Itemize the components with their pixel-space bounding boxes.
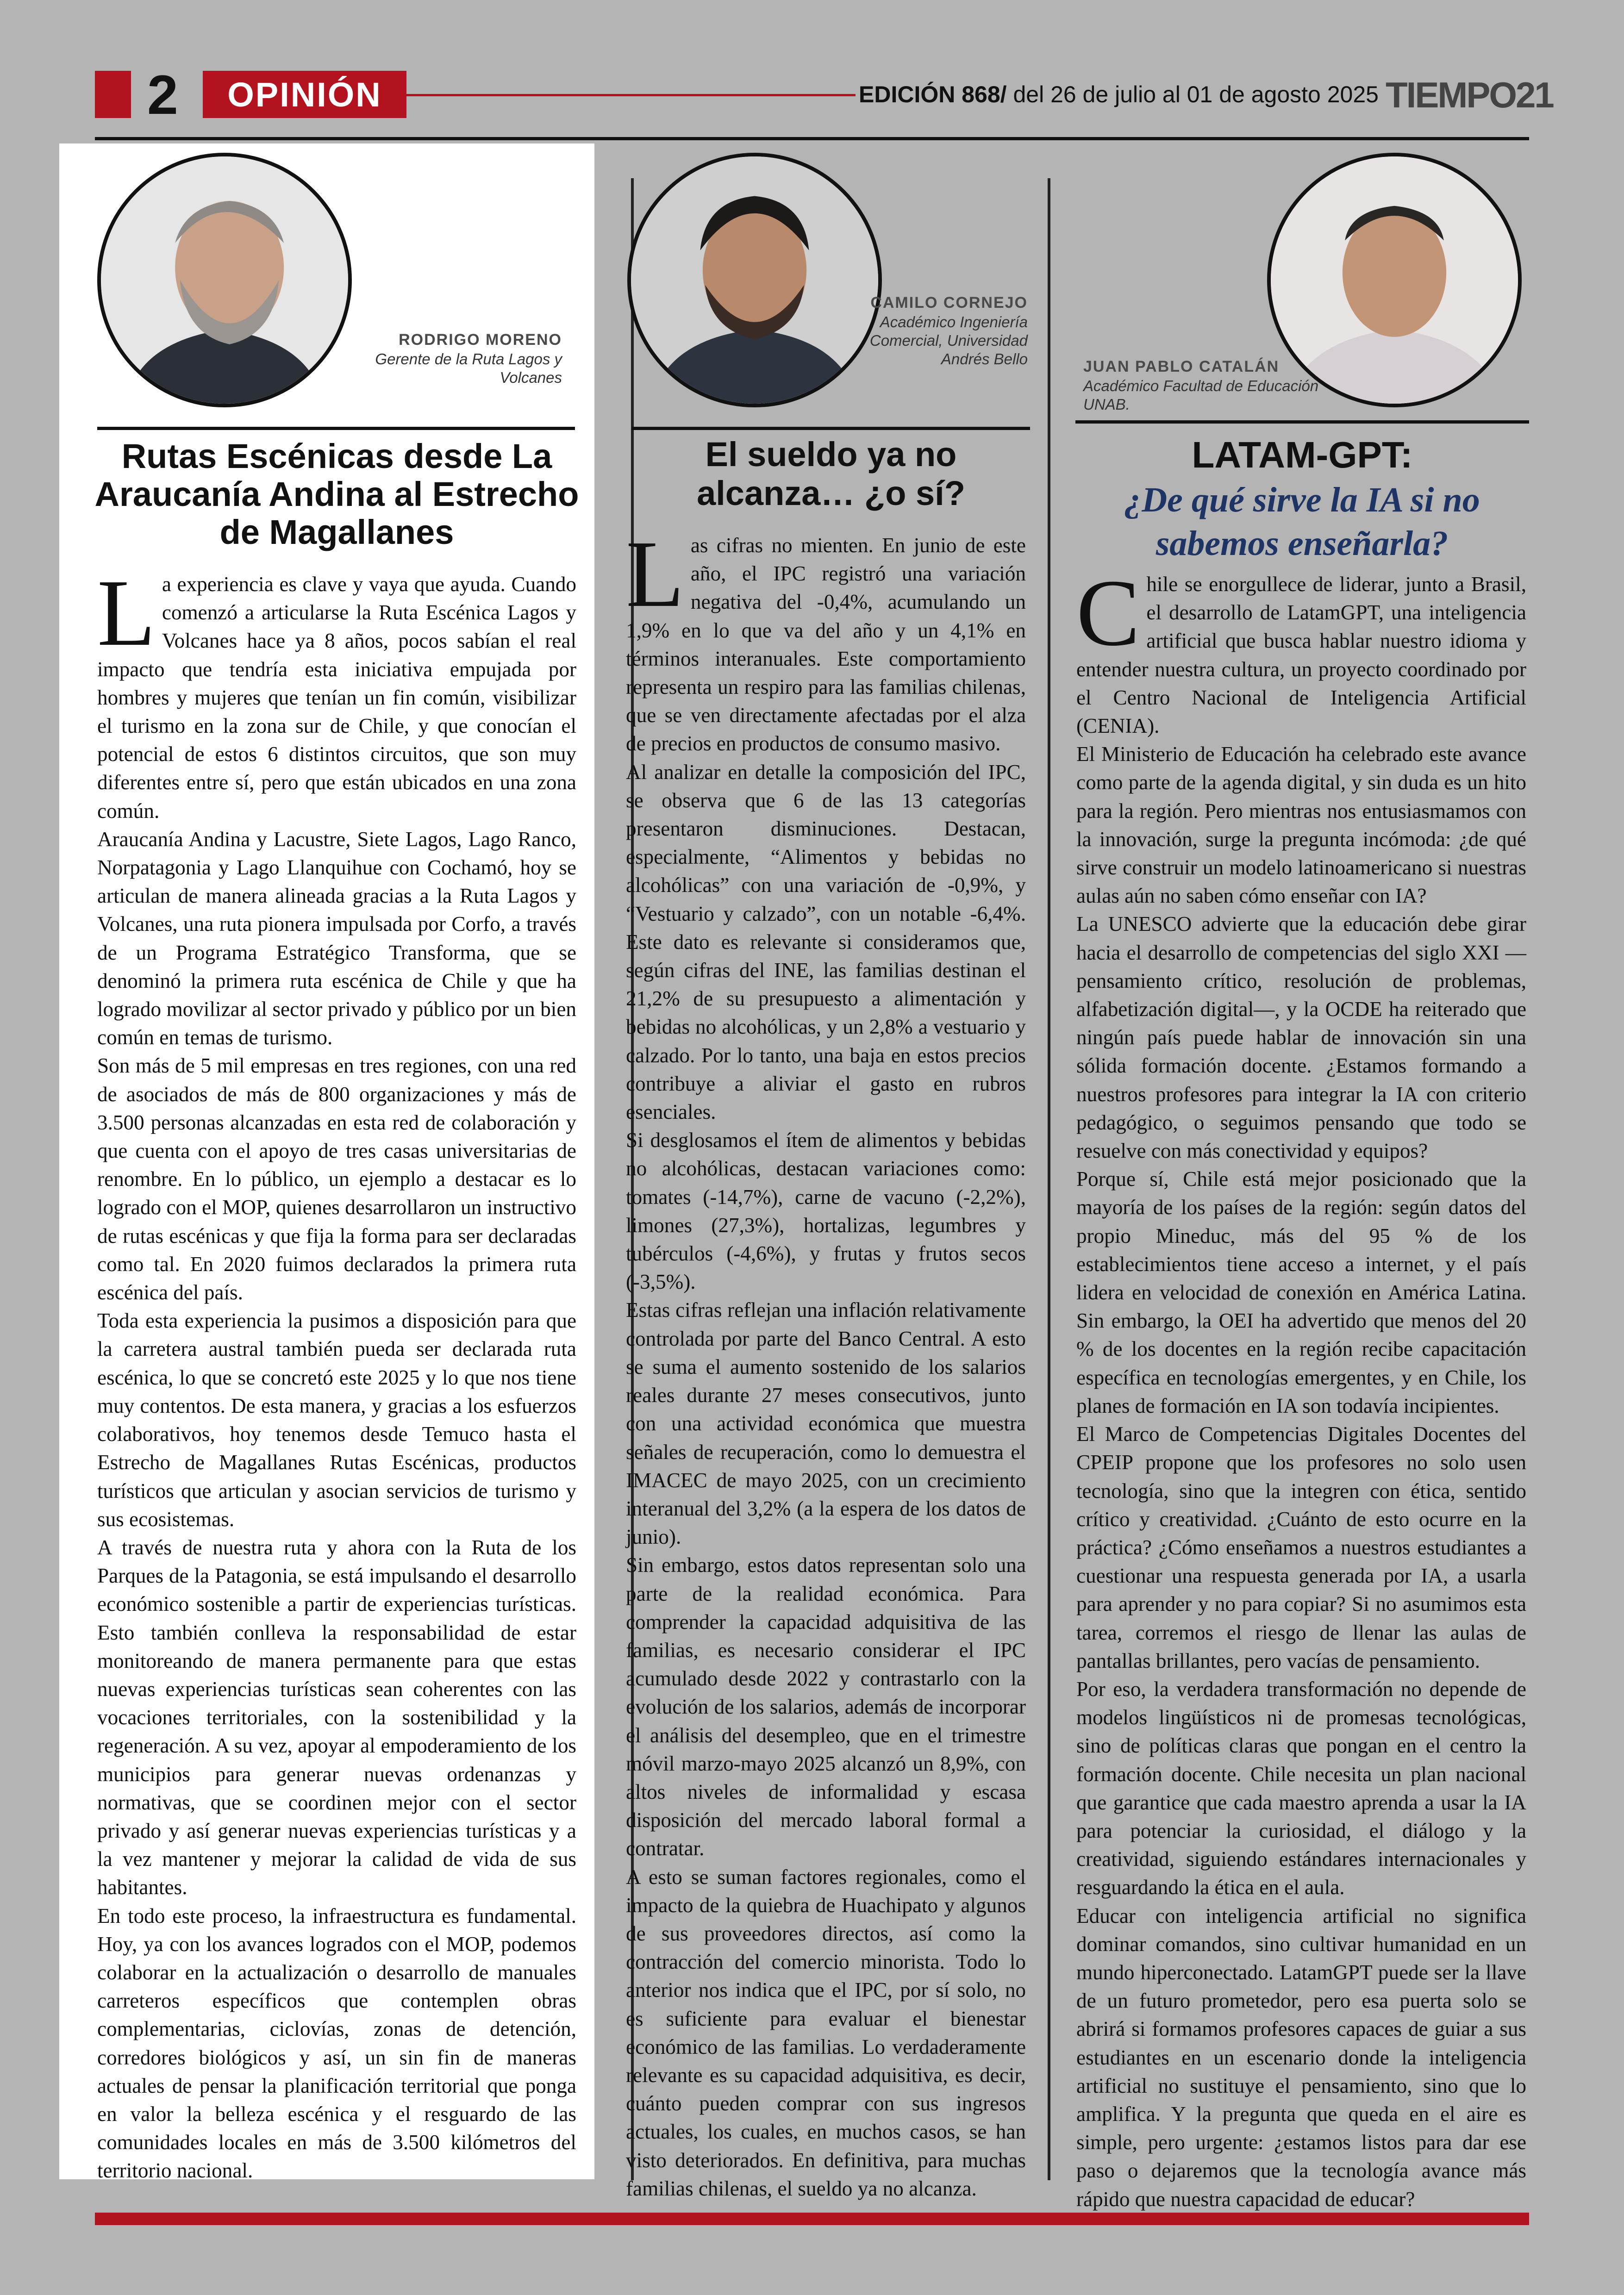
title-rule xyxy=(632,427,1030,430)
author-byline xyxy=(833,293,1028,368)
article-paragraph: Son más de 5 mil empresas en tres regiones, con una red de asociados de más de 800 organizaciones y más de 3.500 personas alcanzadas en esta red de colaboración y que cuenta con el apoyo de tres casas universitarias de renombre. En lo público, un ejemplo a destacar es lo logrado con el MOP, quienes desarrollaron un instructivo de rutas escénicas y que fija la forma para ser declaradas como tal. En 2020 fuimos declarados la primera ruta escénica del país. xyxy=(97,1054,576,1304)
drop-cap: L xyxy=(626,521,684,627)
article-body xyxy=(626,521,1026,2203)
article-title: LATAM-GPT: xyxy=(1192,434,1413,475)
column-divider xyxy=(1048,178,1050,2180)
article-paragraph: Estas cifras reflejan una inflación relativamente controlada por parte del Banco Central. A esto se suma el aumento sostenido de los salarios reales durante 27 meses consecutivos, junto con una actividad económica que muestra señales de recuperación, como lo demuestra el IMACEC de mayo 2025, con un crecimiento interanual del 3,2% (a la espera de los datos de junio). xyxy=(626,1298,1026,1549)
article-paragraph: A través de nuestra ruta y ahora con la Ruta de los Parques de la Patagonia, se está impulsando el desarrollo económico sostenible a partir de experiencias turísticas. Esto también conlleva la responsabilidad de estar monitoreando de manera permanente para que estas nuevas experiencias turísticas sean coherentes con las vocaciones territoriales, con la sostenibilidad y la regeneración. A su vez, apoyar al empoderamiento de los municipios para generar nuevas ordenanzas y normativas, que se coordinen mejor con el sector privado y así generar nuevas experiencias turísticas y a la vez mantener y mejorar la calidad de vida de sus habitantes. xyxy=(97,1535,576,1899)
author-role: Académico Ingeniería Comercial, Universidad Andrés Bello xyxy=(869,313,1028,368)
footer-red-bar xyxy=(95,2213,1529,2225)
newspaper-logo xyxy=(1386,73,1553,117)
article-title: Rutas Escénicas desde La Araucanía Andina al Estrecho de Magallanes xyxy=(94,437,579,551)
article-paragraph: La UNESCO advierte que la educación debe girar hacia el desarrollo de competencias del siglo XXI —pensamiento crítico, resolución de problemas, alfabetización digital—, y la OCDE ha reiterado que ningún país puede hablar de innovación sin una sólida formación docente. ¿Estamos formando a nuestros profesores para integrar la IA con criterio pedagógico, o seguimos pensando que todo se resuelve con más conectividad y equipos? xyxy=(1076,912,1526,1163)
edition-info xyxy=(859,80,1379,109)
article-paragraph xyxy=(626,521,1026,758)
article-paragraph: Al analizar en detalle la composición del IPC, se observa que 6 de las 13 categorías presentaron disminuciones. Destacan, especialmente, “Alimentos y bebidas no alcohólicas” con una variación de -0,9%, y “Vestuario y calzado”, con un notable -6,4%. Este dato es relevante si consideramos que, según cifras del INE, las familias destinan el 21,2% de su presupuesto a alimentación y bebidas no alcohólicas, y un 2,8% a vestuario y calzado. Por lo tanto, una baja en estos precios contribuye a aliviar el gasto en rubros esenciales. xyxy=(626,760,1026,1124)
paragraph-text: hile se enorgullece de liderar, junto a Brasil, el desarrollo de LatamGPT, una inteligencia artificial que busca hablar nuestro idioma y entender nuestra cultura, un proyecto coordinado por el Centro Nacional de Inteligencia Artificial (CENIA). xyxy=(1076,573,1526,738)
author-role: Gerente de la Ruta Lagos y Volcanes xyxy=(375,350,562,386)
article-paragraph: Araucanía Andina y Lacustre, Siete Lagos, Lago Ranco, Norpatagonia y Lago Llanquihue con Cochamó, hoy se articulan de manera alineada gracias a la Ruta Lagos y Volcanes, una ruta pionera impulsada por Corfo, a través de un Programa Estratégico Transforma, que se denominó la primera ruta escénica de Chile y que ha logrado movilizar al sector privado y público por un bien común en temas de turismo. xyxy=(97,827,576,1049)
article-paragraph: A esto se suman factores regionales, como el impacto de la quiebra de Huachipato y algunos de sus proveedores directos, así como la contracción del comercio minorista. Todo lo anterior nos indica que el IPC, por sí solo, no es suficiente para evaluar el bienestar económico de las familias. Lo verdaderamente relevante es su capacidad adquisitiva, es decir, cuánto pueden comprar con sus ingresos actuales, los cuales, en muchos casos, se han visto deteriorados. En definitiva, para muchas familias chilenas, el sueldo ya no alcanza. xyxy=(626,1865,1026,2200)
author-byline xyxy=(1083,356,1343,414)
article-paragraph: Sin embargo, estos datos representan solo una parte de la realidad económica. Para comprender la capacidad adquisitiva de las familias, es necesario considerar el IPC acumulado desde 2022 y contrastarlo con la evolución de los salarios, además de incorporar el análisis del desempleo, que en el trimestre móvil marzo-mayo 2025 alcanzó un 8,9%, con altos niveles de informalidad y escasa disposición del mercado laboral formal a contratar. xyxy=(626,1553,1026,1860)
author-name: CAMILO CORNEJO xyxy=(870,294,1028,312)
article-paragraph: Toda esta experiencia la pusimos a disposición para que la carretera austral también pueda ser declarada ruta escénica, lo que se concretó este 2025 y lo que nos tiene muy contentos. De esta manera, y gracias a los esfuerzos colaborativos, hoy tenemos desde Temuco hasta el Estrecho de Magallanes Rutas Escénicas, productos turísticos que articulan y asocian servicios de turismo y sus ecosistemas. xyxy=(97,1309,576,1531)
article-paragraph: Si desglosamos el ítem de alimentos y bebidas no alcohólicas, destacan variaciones como: tomates (-14,7%), carne de vacuno (-2,2%), limones (27,3%), hortalizas, legumbres y tubérculos (-4,6%), y frutas y frutos secos (-3,5%). xyxy=(626,1129,1026,1294)
article-paragraph: Educar con inteligencia artificial no significa dominar comandos, sino cultivar humanidad en un mundo hiperconectado. LatamGPT puede ser la llave de un futuro prometedor, pero esa puerta solo se abrirá si formamos profesores capaces de guiar a sus estudiantes en un escenario donde la inteligencia artificial no sustituye el pensamiento, sino que lo amplifica. Y la pregunta que queda en el aire es simple, pero urgente: ¿estamos listos para dar ese paso o dejaremos que la tecnología avance más rápido que nuestra capacidad de educar? xyxy=(1076,1904,1526,2211)
article-paragraph: El Marco de Competencias Digitales Docentes del CPEIP propone que los profesores no solo usen tecnología, sino que la integren con ética, sentido crítico y creatividad. ¿Cuánto de esto ocurre en la práctica? ¿Cómo enseñamos a nuestros estudiantes a cuestionar una respuesta generada por IA, a usarla para aprender y no para copiar? Si no asumimos esta tarea, corremos el riesgo de llenar las aulas de pantallas brillantes, pero vacías de pensamiento. xyxy=(1076,1422,1526,1672)
drop-cap: C xyxy=(1076,560,1140,666)
author-role: Académico Facultad de Educación UNAB. xyxy=(1083,377,1319,413)
paragraph-text: as cifras no mienten. En junio de este año, el IPC registró una variación negativa del -0,4%, acumulando un 1,9% en lo que va del año y un 4,1% en términos interanuales. Este comportamiento representa un respiro para las familias chilenas, que se ven directamente afectadas por el alza de precios en productos de consumo masivo. xyxy=(626,534,1026,755)
article-paragraph: Porque sí, Chile está mejor posicionado que la mayoría de los países de la región: según datos del propio Mineduc, más del 95 % de los establecimientos tiene acceso a internet, y el país lidera en velocidad de conexión en América Latina. Sin embargo, la OEI ha advertido que menos del 20 % de los docentes en la región recibe capacitación específica en tecnologías emergentes, y en Chile, los planes de formación en IA son todavía incipientes. xyxy=(1076,1167,1526,1417)
title-rule xyxy=(1075,420,1529,424)
author-name: RODRIGO MORENO xyxy=(399,331,562,349)
page-number: 2 xyxy=(147,64,178,126)
edition-dates: del 26 de julio al 01 de agosto 2025 xyxy=(1006,81,1379,107)
logo-text: TIEMPO21 xyxy=(1386,75,1553,115)
drop-cap: L xyxy=(97,560,156,666)
article-paragraph: El Ministerio de Educación ha celebrado este avance como parte de la agenda digital, y sin duda es un hito para la región. Pero mientras nos entusiasmamos con la innovación, surge la pregunta incómoda: ¿de qué sirve construir un modelo latinoamericano si nuestras aulas aún no saben cómo enseñar con IA? xyxy=(1076,742,1526,908)
header-rule xyxy=(95,137,1529,140)
author-byline xyxy=(343,330,562,387)
article-paragraph: En todo este proceso, la infraestructura es fundamental. Hoy, ya con los avances logrados con el MOP, podemos colaborar en la actualización o desarrollo de manuales carreteros específicos que contemplen obras complementarias, ciclovías, zonas de detención, corredores biológicos y así, un sin fin de maneras actuales de pensar la planificación territorial que ponga en valor la belleza escénica y el resguardo de las comunidades locales en más de 3.500 kilómetros del territorio nacional. xyxy=(97,1904,576,2183)
article-paragraph: Por eso, la verdadera transformación no depende de modelos lingüísticos ni de promesas tecnológicas, sino de políticas claras que pongan en el centro la formación docente. Chile necesita un plan nacional que garantice que cada maestro aprenda a usar la IA para potenciar la curiosidad, el diálogo y la creatividad, siguiendo estándares internacionales y resguardando la ética en el aula. xyxy=(1076,1677,1526,1899)
article-subtitle: ¿De qué sirve la IA si no sabemos enseñarla? xyxy=(1124,480,1480,563)
article-body xyxy=(1076,560,1526,2214)
section-label: OPINIÓN xyxy=(203,71,406,118)
paragraph-text: a experiencia es clave y vaya que ayuda. Cuando comenzó a articularse la Ruta Escénica Lagos y Volcanes hace ya 8 años, pocos sabían el real impacto que tendría esta iniciativa empujada por hombres y mujeres que tenían un fin común, visibilizar el turismo en la zona sur de Chile, y que conocían el potencial de estos 6 distintos circuitos, que son muy diferentes entre sí, pero que están ubicados en una zona común. xyxy=(97,573,576,823)
title-rule xyxy=(97,427,575,430)
article-title: El sueldo ya no alcanza… ¿o sí? xyxy=(697,435,965,512)
article-body xyxy=(97,560,576,2185)
article-paragraph xyxy=(97,560,576,825)
author-name: JUAN PABLO CATALÁN xyxy=(1083,358,1280,375)
author-photo xyxy=(97,153,352,407)
edition-number: EDICIÓN 868/ xyxy=(859,81,1007,107)
author-photo xyxy=(627,153,882,407)
header-red-block xyxy=(95,71,131,118)
article-paragraph xyxy=(1076,560,1526,740)
header-red-line xyxy=(406,94,856,96)
